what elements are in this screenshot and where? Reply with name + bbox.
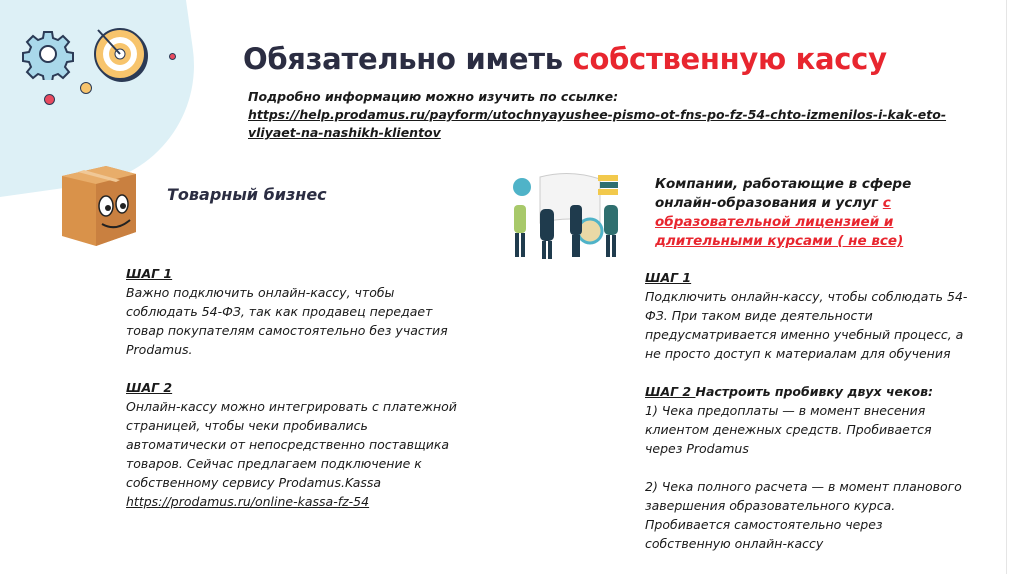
link-line[interactable]: vliyaet-na-nashikh-klientov — [248, 125, 441, 140]
text-line: автоматически от непосредственно поставщика — [126, 437, 450, 452]
text-line: ФЗ. При таком виде деятельности — [645, 308, 873, 323]
info-link[interactable] — [248, 106, 946, 142]
text-line: Пробивается самостоятельно через — [645, 517, 883, 532]
heading-line: онлайн-образования и услуг — [655, 195, 883, 211]
text-line: Важно подключить онлайн-кассу, чтобы — [126, 285, 395, 300]
text-line: товар покупателям самостоятельно без участия — [126, 323, 448, 338]
heading-highlight: длительными курсами ( не все) — [655, 233, 904, 249]
step2-label: ШАГ 2 — [126, 380, 173, 395]
text-line: клиентом денежных средств. Пробивается — [645, 422, 932, 437]
title-text: Обязательно иметь — [243, 42, 573, 76]
text-line: собственному сервису Prodamus.Kassa — [126, 475, 382, 490]
text-line: товаров. Сейчас предлагаем подключение к — [126, 456, 422, 471]
text-line: 1) Чека предоплаты — в момент внесения — [645, 403, 926, 418]
decorative-dot — [44, 94, 55, 105]
right-heading — [655, 175, 911, 251]
left-steps — [126, 264, 457, 511]
text-line: Подключить онлайн-кассу, чтобы соблюдать 54- — [645, 289, 968, 304]
text-line: Prodamus. — [126, 342, 193, 357]
text-line: не просто доступ к материалам для обучения — [645, 346, 951, 361]
intro-text: Подробно информацию можно изучить по ссылке: — [248, 89, 619, 104]
decorative-dot — [169, 53, 176, 60]
decorative-dot — [80, 82, 92, 94]
box-mascot-icon — [56, 162, 140, 248]
gear-icon — [22, 28, 74, 80]
page-title — [243, 42, 887, 76]
intro — [248, 88, 946, 142]
text-line: Онлайн-кассу можно интегрировать с платежной — [126, 399, 457, 414]
text-line: предусматривается именно учебный процесс, а — [645, 327, 964, 342]
text-line: 2) Чека полного расчета — в момент планового — [645, 479, 962, 494]
step1-label: ШАГ 1 — [645, 270, 692, 285]
text-line: завершения образовательного курса. — [645, 498, 896, 513]
education-illustration — [500, 165, 640, 265]
right-steps — [645, 268, 967, 553]
step2-label: ШАГ 2 — [645, 384, 696, 399]
text-line: соблюдать 54-ФЗ, так как продавец передает — [126, 304, 433, 319]
target-icon — [90, 24, 150, 84]
heading-highlight: с — [882, 195, 891, 211]
left-heading: Товарный бизнес — [167, 185, 327, 204]
link-line[interactable]: https://help.prodamus.ru/payform/utochnyayushee-pismo-ot-fns-po-fz-54-chto-izmenilos-i-kak-eto- — [248, 107, 947, 122]
step1-label: ШАГ 1 — [126, 266, 173, 281]
divider — [1006, 0, 1007, 574]
text-line: страницей, чтобы чеки пробивались — [126, 418, 368, 433]
heading-highlight: образовательной лицензией и — [655, 214, 894, 230]
step2-title: Настроить пробивку двух чеков: — [695, 384, 933, 399]
text-line: через Prodamus — [645, 441, 749, 456]
text-line: собственную онлайн-кассу — [645, 536, 824, 551]
kassa-link[interactable]: https://prodamus.ru/online-kassa-fz-54 — [126, 494, 370, 509]
heading-line: Компании, работающие в сфере — [655, 176, 912, 192]
title-highlight: собственную кассу — [572, 42, 887, 76]
